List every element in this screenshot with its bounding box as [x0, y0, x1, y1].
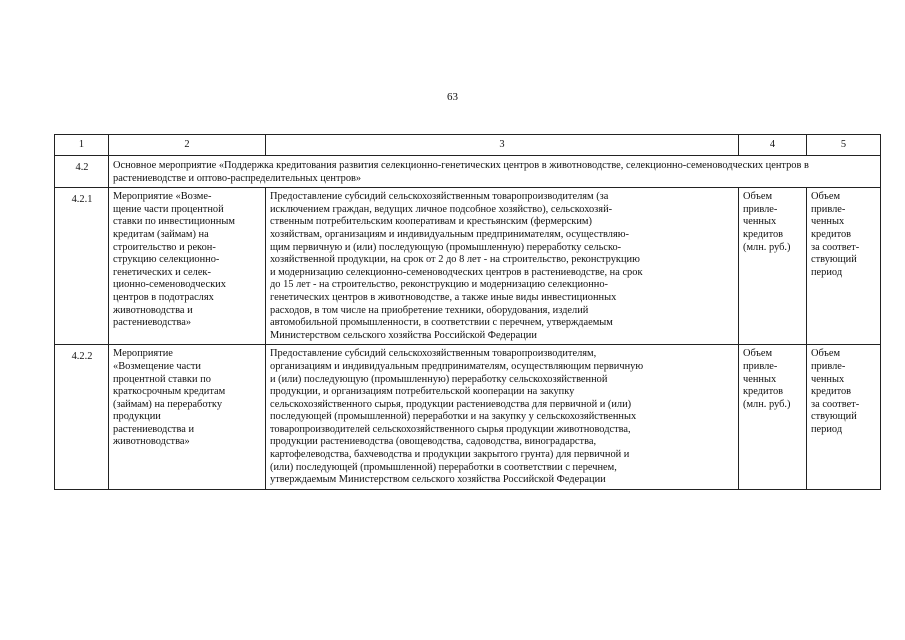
measure-description: Предоставление субсидий сельскохозяйственным товаропроизводителям, организациям и индивидуальным предпринимателям, осуществляющим первичную и (или) последующую (промышленную) переработку сельскохозяйственной продукции, и организациям потребительской кооперации на закупку сельскохозяйственного сырья, продукции растениеводства для первичной и (или) последующей (промышленной) переработки и на закупку у сельскохозяйственных товаропроизводителей сельскохозяйственного сырья продукции животноводства, продукции растениеводства (овощеводства, садоводства, виноградарства, картофелеводства, бахчеводства и продукции закрытого грунта) для первичной и (или) последующей (промышленной) переработки в соответствии с перечнем, утверждаемым Министерством сельского хозяйства Российской Федерации — [266, 345, 739, 490]
header-row — [55, 135, 881, 156]
indicator-target: Объем привле- ченных кредитов за соответ- ствующий период — [807, 188, 881, 345]
indicator-name: Объем привле- ченных кредитов (млн. руб.) — [739, 188, 807, 345]
table-row — [55, 345, 881, 490]
measures-table — [54, 134, 881, 490]
header-cell-4: 4 — [739, 135, 807, 156]
header-cell-5: 5 — [807, 135, 881, 156]
page-number: 63 — [447, 91, 458, 103]
row-number: 4.2.2 — [55, 345, 109, 490]
header-cell-1: 1 — [55, 135, 109, 156]
indicator-name: Объем привле- ченных кредитов (млн. руб.) — [739, 345, 807, 490]
section-row — [55, 156, 881, 188]
measure-description: Предоставление субсидий сельскохозяйственным товаропроизводителям (за исключением граждан, ведущих личное подсобное хозяйство), сельскохозяй- ственным потребительским кооперативам и крестьянским (фермерским) хозяйствам, организациям и индивидуальным предпринимателям, осуществляю- щим первичную и (или) последующую (промышленную) переработку сельско- хозяйственной продукции, на срок от 2 до 8 лет - на строительство, реконструкцию и модернизацию селекционно-семеноводческих центров в растениеводстве, на срок до 15 лет - на строительство, реконструкцию и модернизацию селекционно- генетических центров в животноводстве, а также иные виды инвестиционных расходов, в том числе на приобретение техники, оборудования, изделий автомобильной промышленности, в соответствии с перечнем, утверждаемым Министерством сельского хозяйства Российской Федерации — [266, 188, 739, 345]
indicator-target: Объем привле- ченных кредитов за соответ- ствующий период — [807, 345, 881, 490]
measure-name: Мероприятие «Возмещение части процентной ставки по краткосрочным кредитам (займам) на переработку продукции растениеводства и животноводства» — [109, 345, 266, 490]
measure-name: Мероприятие «Возме- щение части процентной ставки по инвестиционным кредитам (займам) на строительство и рекон- струкцию селекционно- генетических и селек- ционно-семеноводческих центров в подотраслях животноводства и растениеводства» — [109, 188, 266, 345]
row-number: 4.2.1 — [55, 188, 109, 345]
section-number: 4.2 — [55, 156, 109, 188]
section-title: Основное мероприятие «Поддержка кредитования развития селекционно-генетических центров в животноводстве, селекционно-семеноводческих центров в растениеводстве и оптово-распределительных центров» — [109, 156, 881, 188]
header-cell-2: 2 — [109, 135, 266, 156]
header-cell-3: 3 — [266, 135, 739, 156]
table-row — [55, 188, 881, 345]
